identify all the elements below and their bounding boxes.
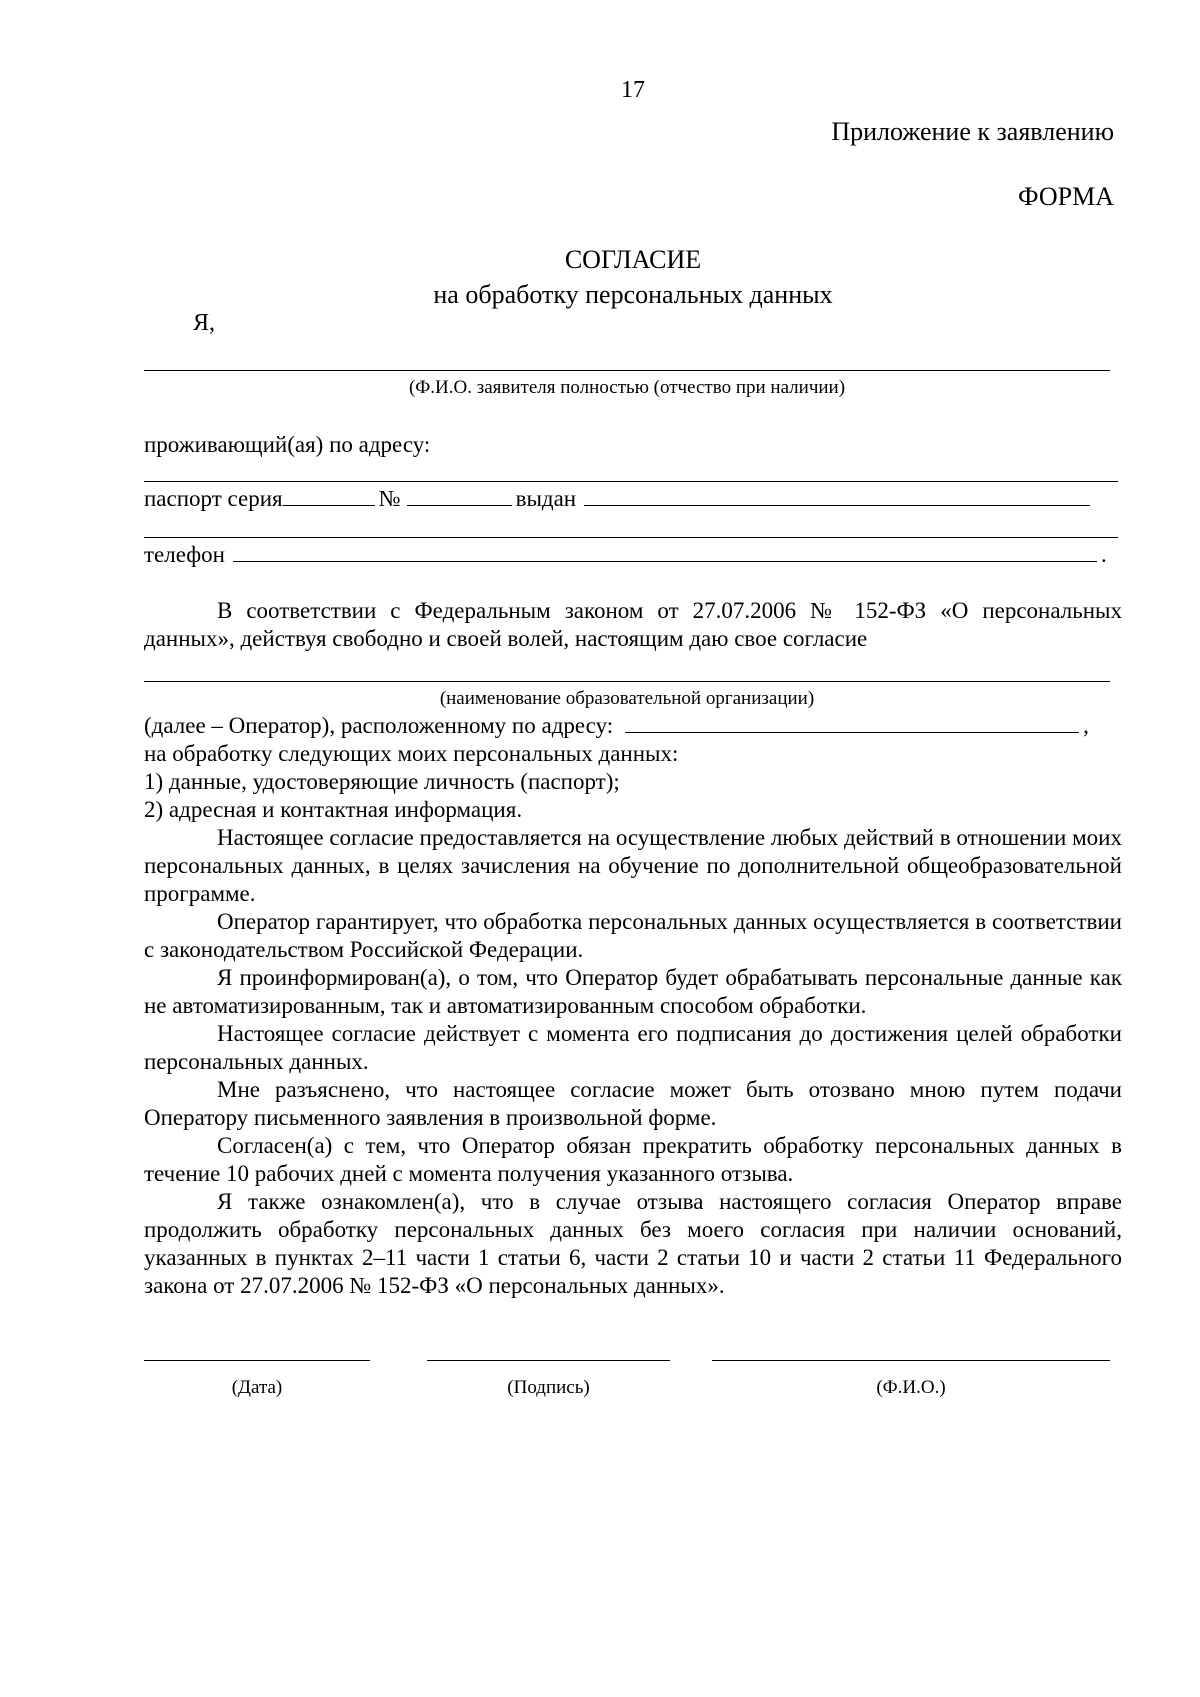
operator-row bbox=[144, 712, 1122, 740]
consent-paragraph-4: Я проинформирован(а), о том, что Оператор будет обрабатывать персональные данные как не автоматизированным, так и автоматизированным способом обработки. bbox=[144, 965, 1122, 1018]
fio-signature-line[interactable] bbox=[712, 1360, 1110, 1361]
passport-row bbox=[144, 485, 1122, 513]
phone-field[interactable] bbox=[233, 541, 1097, 562]
passport-number-label: № bbox=[378, 486, 401, 511]
passport-series-label: паспорт серия bbox=[144, 486, 283, 511]
document-subtitle: на обработку персональных данных bbox=[433, 280, 833, 309]
consent-paragraph-5: Настоящее согласие действует с момента его подписания до достижения целей обработки персональных данных. bbox=[144, 1021, 1122, 1074]
passport-issued-field[interactable] bbox=[584, 485, 1090, 506]
consent-paragraph-2: Настоящее согласие предоставляется на осуществление любых действий в отношении моих персональных данных, в целях зачисления на обучение по дополнительной общеобразовательной программе. bbox=[144, 825, 1122, 906]
form-label: ФОРМА bbox=[1018, 182, 1114, 211]
consent-paragraph-3: Оператор гарантирует, что обработка персональных данных осуществляется в соответствии с законодательством Российской Федерации. bbox=[144, 909, 1122, 962]
organization-caption: (наименование образовательной организации) bbox=[439, 688, 815, 709]
operator-address-field[interactable] bbox=[625, 712, 1079, 733]
date-line[interactable] bbox=[144, 1360, 370, 1361]
phone-label: телефон bbox=[144, 542, 225, 567]
annex-label: Приложение к заявлению bbox=[831, 117, 1114, 146]
fio-caption: (Ф.И.О. заявителя полностью (отчество при наличии) bbox=[408, 377, 846, 398]
signature-line[interactable] bbox=[427, 1360, 670, 1361]
organization-line[interactable] bbox=[144, 681, 1110, 682]
passport-series-field[interactable] bbox=[283, 485, 375, 506]
consent-paragraph-6: Мне разъяснено, что настоящее согласие может быть отозвано мною путем подачи Оператору письменного заявления в произвольной форме. bbox=[144, 1077, 1122, 1130]
address-label: проживающий(ая) по адресу: bbox=[144, 432, 431, 457]
address-line[interactable] bbox=[144, 481, 1118, 482]
phone-row bbox=[144, 541, 1122, 569]
consent-paragraph-1: В соответствии с Федеральным законом от 27.07.2006 № 152-ФЗ «О персональных данных», действуя свободно и своей волей, настоящим даю свое согласие bbox=[144, 598, 1122, 651]
list-intro: на обработку следующих моих персональных данных: bbox=[144, 741, 679, 766]
passport-number-field[interactable] bbox=[407, 485, 512, 506]
operator-end: , bbox=[1083, 713, 1089, 738]
date-caption: (Дата) bbox=[231, 1377, 283, 1398]
page-number: 17 bbox=[621, 77, 645, 103]
document-title: СОГЛАСИЕ bbox=[564, 245, 702, 274]
operator-label: (далее – Оператор), расположенному по адресу: bbox=[144, 713, 614, 738]
fio-line[interactable] bbox=[144, 370, 1110, 371]
passport-extra-line[interactable] bbox=[144, 537, 1118, 538]
consent-paragraph-7: Согласен(а) с тем, что Оператор обязан прекратить обработку персональных данных в течение 10 рабочих дней с момента получения указанного отзыва. bbox=[144, 1133, 1122, 1186]
signature-caption: (Подпись) bbox=[507, 1377, 590, 1398]
phone-end: . bbox=[1100, 542, 1107, 567]
ya-label: Я, bbox=[193, 310, 216, 336]
consent-paragraph-8: Я также ознакомлен(а), что в случае отзыва настоящего согласия Оператор вправе продолжить обработку персональных данных без моего согласия при наличии оснований, указанных в пунктах 2–11 части 1 статьи 6, части 2 статьи 10 и части 2 статьи 11 Федерального закона от 27.07.2006 № 152-ФЗ «О персональных данных». bbox=[144, 1189, 1122, 1298]
fio-signature-caption: (Ф.И.О.) bbox=[876, 1377, 946, 1398]
list-item-1: 1) данные, удостоверяющие личность (паспорт); bbox=[144, 769, 620, 794]
passport-issued-label: выдан bbox=[515, 486, 577, 511]
list-item-2: 2) адресная и контактная информация. bbox=[144, 797, 523, 822]
